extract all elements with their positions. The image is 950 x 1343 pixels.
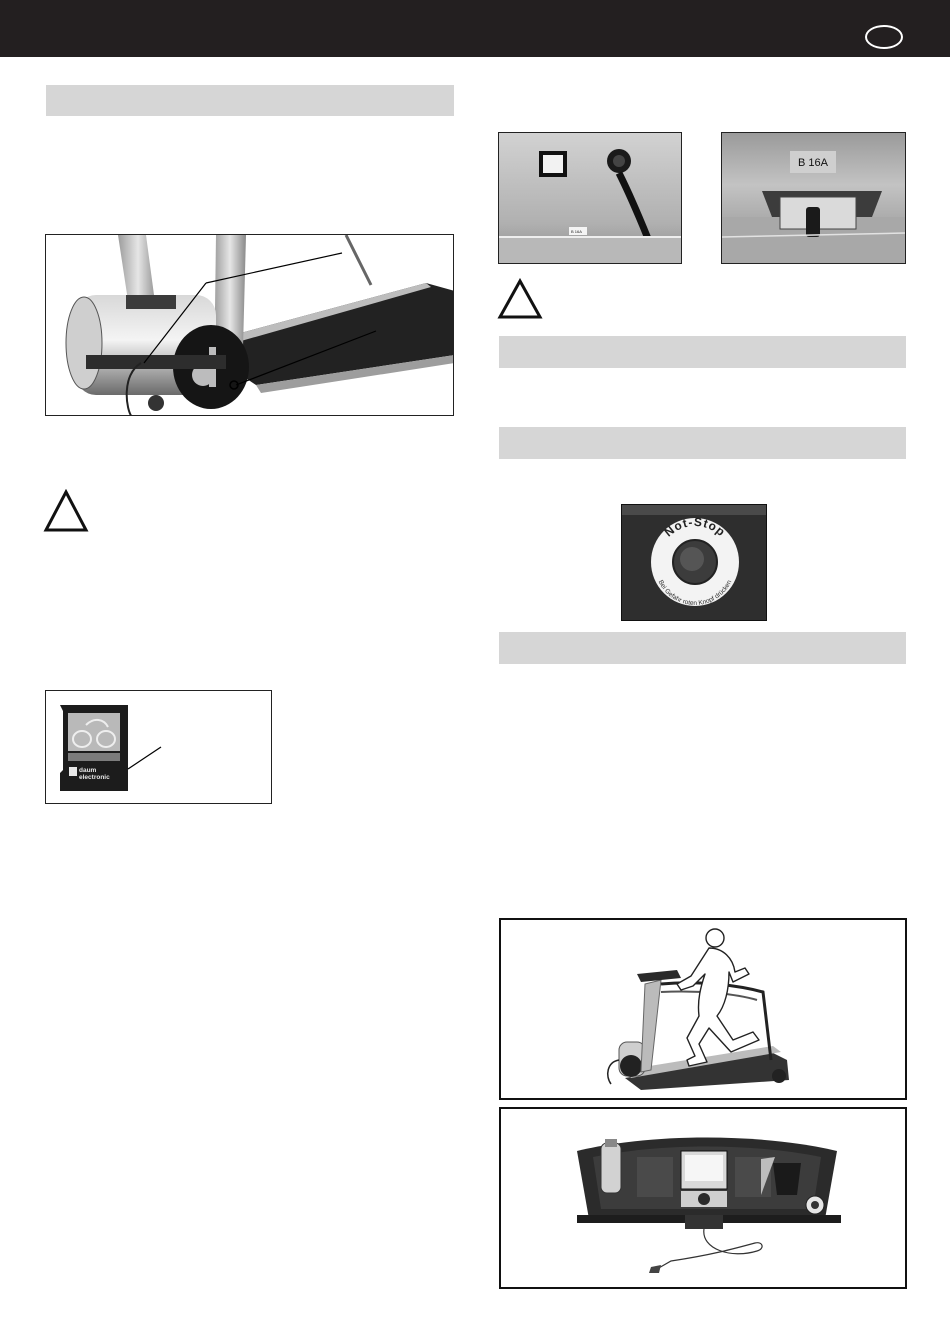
emergency-stop-illustration [622, 505, 767, 621]
sd-card-illustration [46, 691, 272, 804]
fuse-label: B 16A [798, 157, 828, 169]
fuse-photo [721, 132, 906, 264]
fuse-illustration [722, 133, 906, 264]
sd-card-figure [45, 690, 272, 804]
section-heading-bar-2 [499, 336, 906, 368]
warning-triangle-icon [43, 489, 89, 533]
treadmill-base-illustration [46, 235, 454, 416]
treadmill-base-figure [45, 234, 454, 416]
warning-triangle-icon [497, 278, 543, 320]
runner-treadmill-illustration [501, 920, 905, 1098]
section-heading-bar-3 [499, 427, 906, 459]
section-heading-bar-1 [46, 85, 454, 116]
emergency-stop-instruction: Bei Gefahr roten Knopf drücken [656, 579, 734, 608]
runner-treadmill-figure [499, 918, 907, 1100]
power-switch-illustration [499, 133, 682, 264]
console-figure [499, 1107, 907, 1289]
page-header-bar [0, 0, 950, 57]
power-switch-photo [498, 132, 682, 264]
language-badge [865, 25, 903, 49]
section-heading-bar-4 [499, 632, 906, 664]
emergency-stop-photo [621, 504, 767, 621]
fuse-small-label: B 16A [571, 229, 582, 234]
sd-brand-line-1: daum [79, 767, 97, 774]
sd-brand-line-2: electronic [79, 774, 110, 781]
emergency-stop-title: Not-Stop [661, 514, 729, 540]
console-illustration [501, 1109, 905, 1287]
